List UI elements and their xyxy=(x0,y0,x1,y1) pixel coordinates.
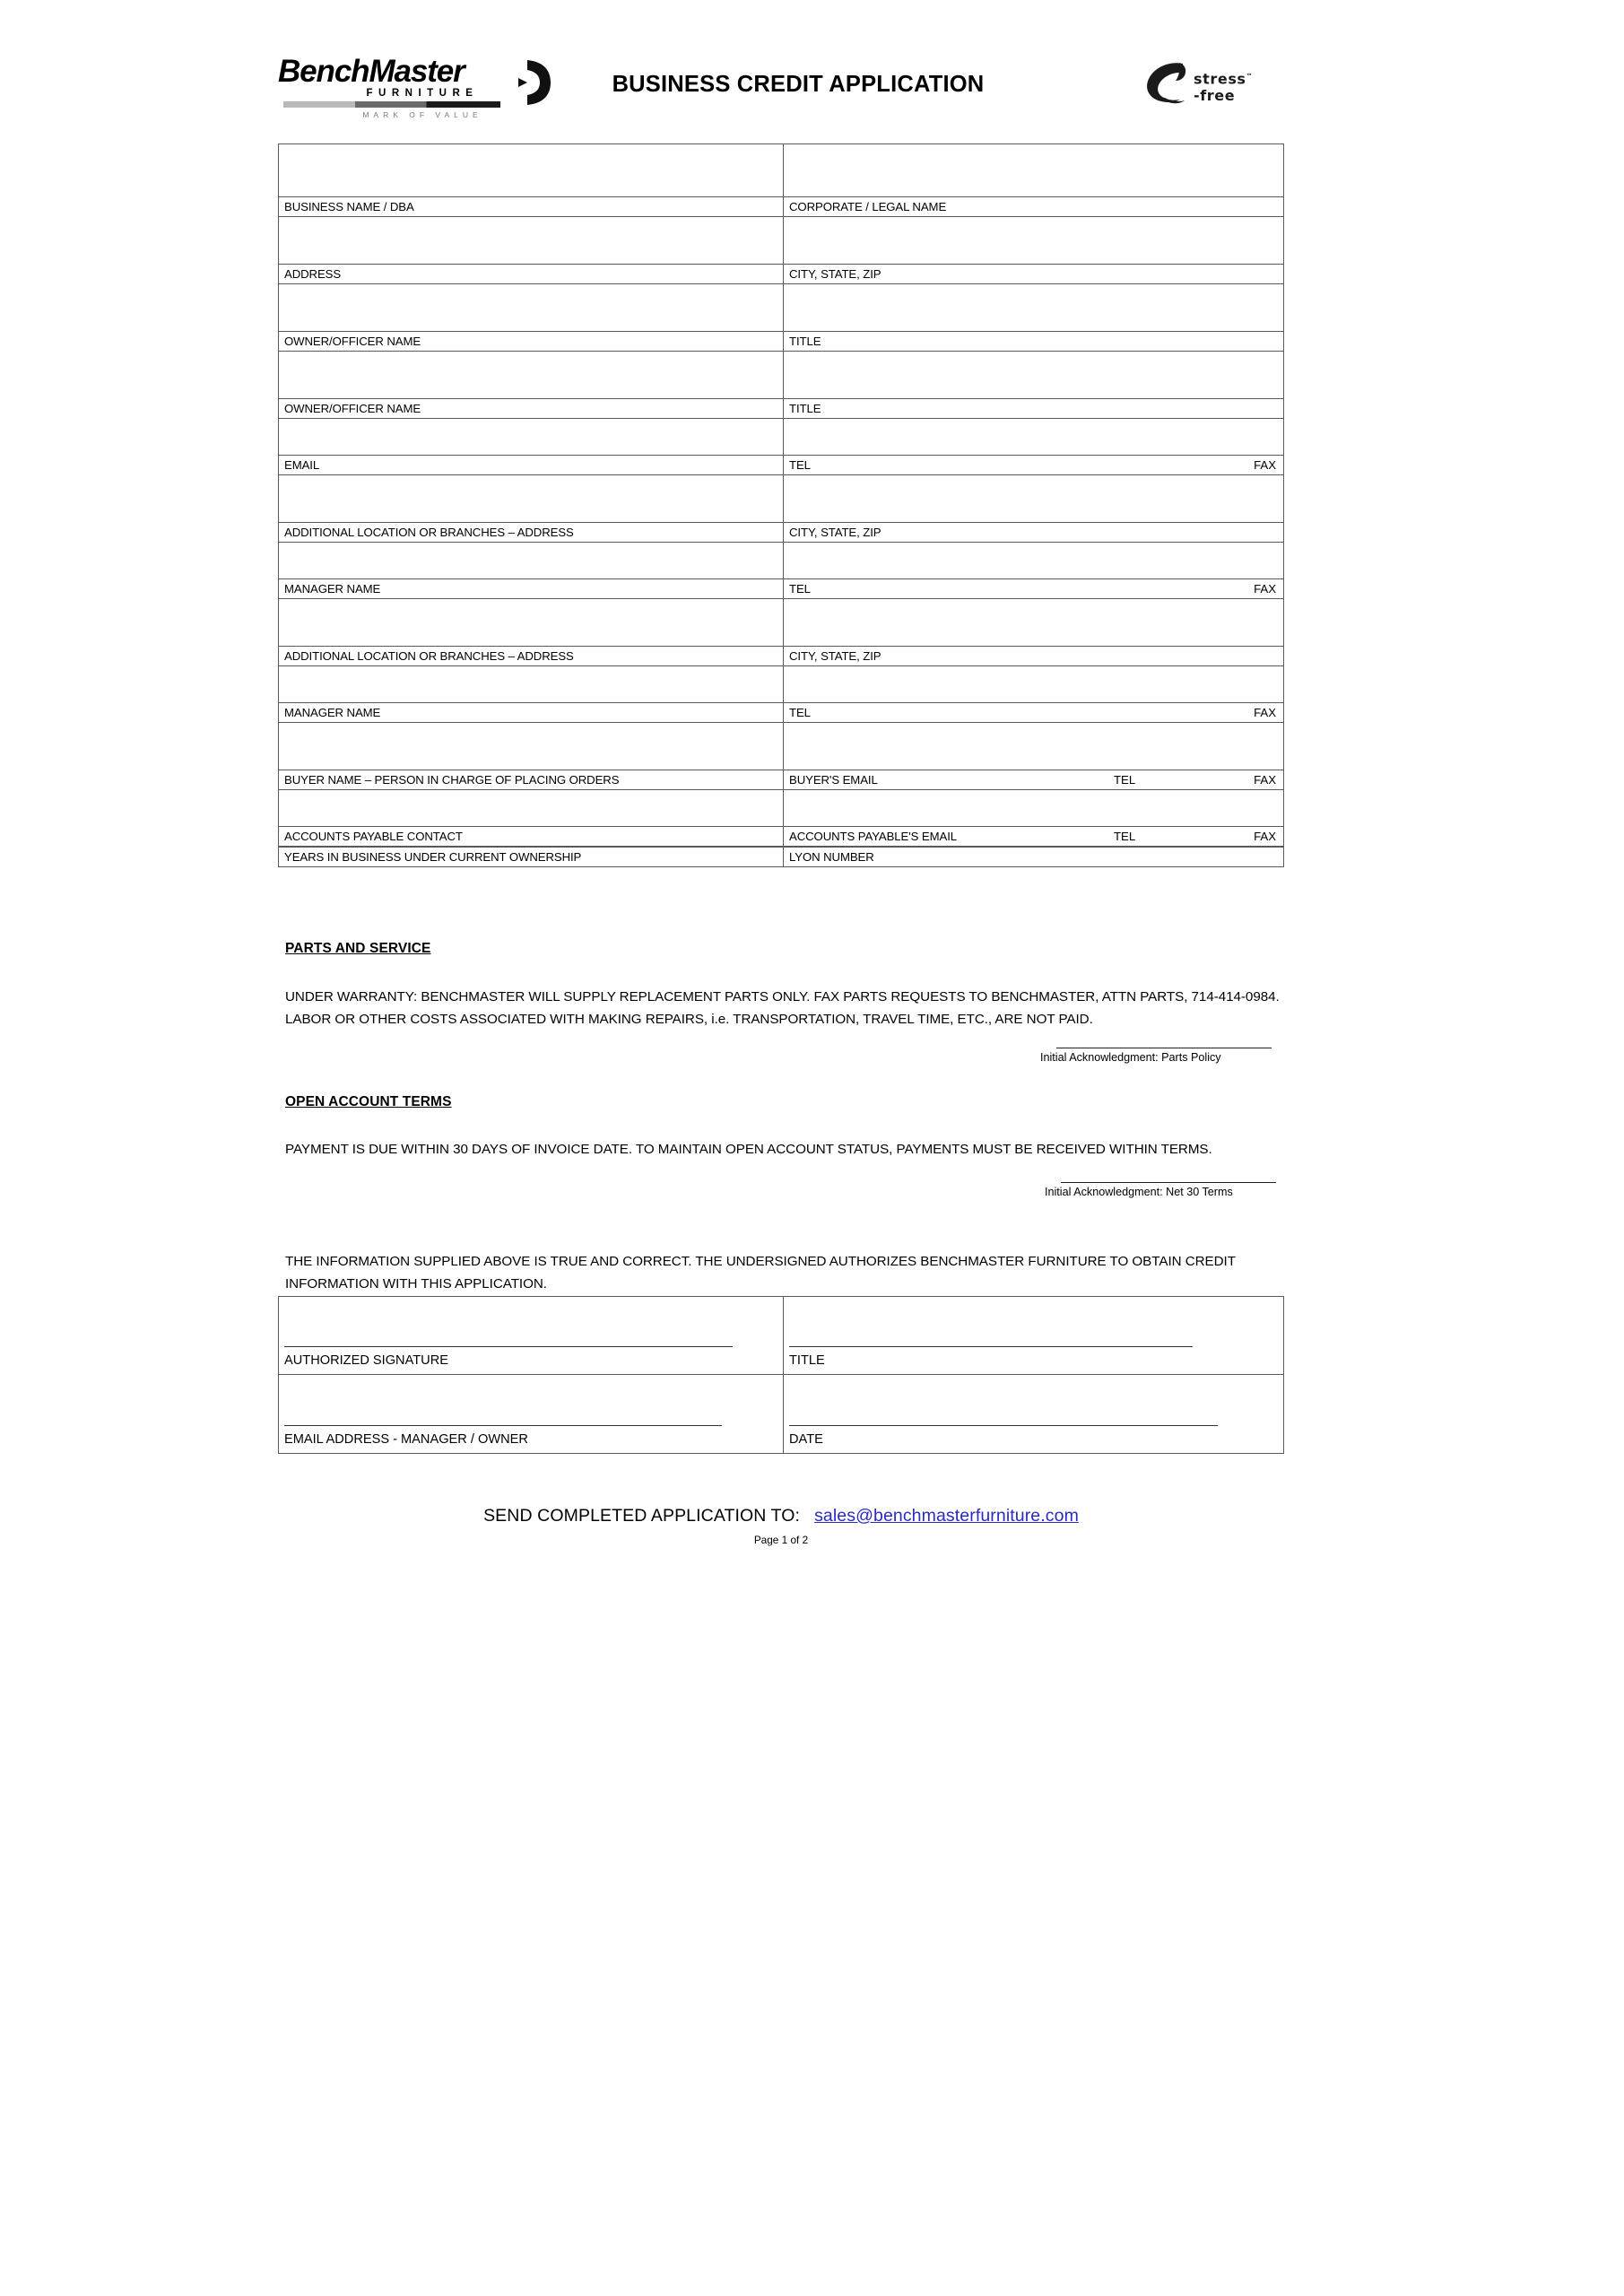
field-label: ACCOUNTS PAYABLE'S EMAIL xyxy=(789,830,957,843)
signature-table xyxy=(278,1296,1284,1454)
signature-rule[interactable] xyxy=(284,1346,733,1347)
applicant-information-table xyxy=(278,144,1284,867)
signature-row xyxy=(279,1297,1283,1375)
signature-rule[interactable] xyxy=(284,1425,722,1426)
label-cell-left xyxy=(279,265,784,283)
parts-policy-initial-field[interactable] xyxy=(1040,1048,1282,1065)
certification-statement xyxy=(285,1251,1298,1295)
fax-label: FAX xyxy=(1254,773,1276,787)
form-input-row xyxy=(279,599,1283,646)
input-tel[interactable] xyxy=(784,419,1283,455)
sales-email-link[interactable]: sales@benchmasterfurniture.com xyxy=(814,1506,1079,1526)
field-label: MANAGER NAME xyxy=(284,582,381,596)
parts-and-service-body xyxy=(285,987,1290,1031)
input-title[interactable] xyxy=(784,352,1283,398)
field-label: YEARS IN BUSINESS UNDER CURRENT OWNERSHIP xyxy=(284,850,582,864)
label-cell-right xyxy=(784,848,1283,866)
field-label: EMAIL xyxy=(284,458,320,472)
form-label-row xyxy=(279,826,1283,847)
fax-label: FAX xyxy=(1254,582,1276,596)
input-accounts-payable-s-email[interactable] xyxy=(784,790,1283,826)
field-label: CITY, STATE, ZIP xyxy=(789,526,881,539)
form-input-row xyxy=(279,543,1283,578)
signature-label: DATE xyxy=(789,1432,823,1447)
form-label-row xyxy=(279,702,1283,723)
signature-field-authorized-signature[interactable] xyxy=(279,1297,784,1374)
label-cell-left xyxy=(279,579,784,598)
label-cell-left xyxy=(279,703,784,722)
document-header xyxy=(278,56,1284,126)
form-input-row xyxy=(279,790,1283,826)
bracket-swoosh-icon xyxy=(518,59,551,106)
fax-label: FAX xyxy=(1254,458,1276,472)
open-account-terms-section xyxy=(285,1094,1290,1110)
logo-wordmark: BenchMaster xyxy=(278,54,465,89)
form-label-row xyxy=(279,847,1283,866)
tel-label: TEL xyxy=(1114,773,1136,787)
field-label: TEL xyxy=(789,706,811,719)
form-input-row xyxy=(279,475,1283,522)
page-number: Page 1 of 2 xyxy=(753,1534,809,1546)
parts-and-service-text: UNDER WARRANTY: BENCHMASTER WILL SUPPLY REPLACEMENT PARTS ONLY. FAX PARTS REQUESTS TO BENCHMASTER, ATTN PARTS, 714-414-0984. LABOR OR OTHER COSTS ASSOCIATED WITH MAKING REPAIRS, i.e. TRANSPORTATION, TRAVEL TIME, ETC., ARE NOT PAID. xyxy=(285,989,1280,1027)
label-cell-right xyxy=(784,647,1283,665)
field-label: ADDITIONAL LOCATION OR BRANCHES – ADDRESS xyxy=(284,526,574,539)
label-cell-right xyxy=(784,456,1283,474)
open-account-terms-text: PAYMENT IS DUE WITHIN 30 DAYS OF INVOICE DATE. TO MAINTAIN OPEN ACCOUNT STATUS, PAYMENTS MUST BE RECEIVED WITHIN TERMS. xyxy=(285,1142,1212,1157)
field-label: TEL xyxy=(789,458,811,472)
field-label: ADDITIONAL LOCATION OR BRANCHES – ADDRESS xyxy=(284,649,574,663)
input-tel[interactable] xyxy=(784,666,1283,702)
input-email[interactable] xyxy=(279,419,784,455)
logo-tagline: MARK OF VALUE xyxy=(362,110,482,119)
label-cell-right xyxy=(784,770,1283,789)
field-label: BUYER NAME – PERSON IN CHARGE OF PLACING ORDERS xyxy=(284,773,620,787)
field-label: TITLE xyxy=(789,402,821,415)
field-label: CORPORATE / LEGAL NAME xyxy=(789,200,947,213)
signature-label: AUTHORIZED SIGNATURE xyxy=(284,1353,448,1368)
open-account-terms-body xyxy=(285,1139,1290,1161)
label-cell-left xyxy=(279,332,784,351)
tel-label: TEL xyxy=(1114,830,1136,843)
logo-subtitle: FURNITURE xyxy=(366,88,479,99)
input-buyer-s-email[interactable] xyxy=(784,723,1283,770)
field-label: ADDRESS xyxy=(284,267,342,281)
label-cell-left xyxy=(279,399,784,418)
input-manager-name[interactable] xyxy=(279,666,784,702)
field-label: BUSINESS NAME / DBA xyxy=(284,200,414,213)
input-manager-name[interactable] xyxy=(279,543,784,578)
field-label: TITLE xyxy=(789,335,821,348)
net30-initial-label: Initial Acknowledgment: Net 30 Terms xyxy=(1045,1186,1233,1198)
field-label: LYON NUMBER xyxy=(789,850,874,864)
label-cell-right xyxy=(784,197,1283,216)
signature-field-email-address-manager-owner[interactable] xyxy=(279,1375,784,1453)
form-label-row xyxy=(279,770,1283,790)
input-city-state-zip[interactable] xyxy=(784,475,1283,522)
stress-free-line1: stress xyxy=(1194,70,1246,88)
signature-rule[interactable] xyxy=(789,1425,1218,1426)
label-cell-left xyxy=(279,827,784,846)
open-account-terms-heading: OPEN ACCOUNT TERMS xyxy=(285,1094,452,1109)
input-additional-location-or-branches-address[interactable] xyxy=(279,475,784,522)
field-label: BUYER'S EMAIL xyxy=(789,773,878,787)
form-input-row xyxy=(279,352,1283,398)
signature-field-title[interactable] xyxy=(784,1297,1283,1374)
input-owner-officer-name[interactable] xyxy=(279,284,784,331)
label-cell-left xyxy=(279,456,784,474)
send-instructions xyxy=(278,1506,1284,1526)
field-label: OWNER/OFFICER NAME xyxy=(284,402,421,415)
form-input-row xyxy=(279,144,1283,196)
input-title[interactable] xyxy=(784,284,1283,331)
signature-field-date[interactable] xyxy=(784,1375,1283,1453)
form-input-row xyxy=(279,217,1283,264)
input-tel[interactable] xyxy=(784,543,1283,578)
input-business-name-dba[interactable] xyxy=(279,144,784,196)
input-owner-officer-name[interactable] xyxy=(279,352,784,398)
field-label: TEL xyxy=(789,582,811,596)
certification-text: THE INFORMATION SUPPLIED ABOVE IS TRUE AND CORRECT. THE UNDERSIGNED AUTHORIZES BENCHMASTER FURNITURE TO OBTAIN CREDIT INFORMATION WITH THIS APPLICATION. xyxy=(285,1254,1236,1292)
label-cell-right xyxy=(784,579,1283,598)
label-cell-right xyxy=(784,265,1283,283)
signature-row xyxy=(279,1375,1283,1453)
form-label-row xyxy=(279,455,1283,475)
signature-rule[interactable] xyxy=(789,1346,1193,1347)
form-label-row xyxy=(279,646,1283,666)
input-accounts-payable-contact[interactable] xyxy=(279,790,784,826)
input-additional-location-or-branches-address[interactable] xyxy=(279,599,784,646)
input-city-state-zip[interactable] xyxy=(784,599,1283,646)
form-label-row xyxy=(279,522,1283,543)
input-corporate-legal-name[interactable] xyxy=(784,144,1283,196)
label-cell-right xyxy=(784,399,1283,418)
label-cell-left xyxy=(279,770,784,789)
field-label: ACCOUNTS PAYABLE CONTACT xyxy=(284,830,463,843)
stress-free-logo xyxy=(1143,59,1287,115)
label-cell-right xyxy=(784,332,1283,351)
label-cell-left xyxy=(279,523,784,542)
field-label: CITY, STATE, ZIP xyxy=(789,267,881,281)
input-city-state-zip[interactable] xyxy=(784,217,1283,264)
label-cell-left xyxy=(279,848,784,866)
fax-label: FAX xyxy=(1254,830,1276,843)
form-input-row xyxy=(279,666,1283,702)
send-to-label: SEND COMPLETED APPLICATION TO: xyxy=(483,1506,801,1526)
page-title: BUSINESS CREDIT APPLICATION xyxy=(612,72,985,97)
parts-and-service-heading: PARTS AND SERVICE xyxy=(285,941,431,956)
label-cell-right xyxy=(784,827,1283,846)
label-cell-right xyxy=(784,703,1283,722)
fax-label: FAX xyxy=(1254,706,1276,719)
parts-policy-initial-label: Initial Acknowledgment: Parts Policy xyxy=(1040,1051,1221,1064)
input-buyer-name-person-in-charge-of-placing-orders[interactable] xyxy=(279,723,784,770)
field-label: MANAGER NAME xyxy=(284,706,381,719)
form-input-row xyxy=(279,723,1283,770)
form-label-row xyxy=(279,331,1283,352)
trademark-icon: ™ xyxy=(1246,73,1254,80)
signature-label: TITLE xyxy=(789,1353,825,1368)
logo-gradient-bar xyxy=(283,101,500,108)
stress-free-line2: -free xyxy=(1194,87,1236,105)
label-cell-left xyxy=(279,197,784,216)
label-cell-right xyxy=(784,523,1283,542)
stress-free-wordmark xyxy=(1194,68,1253,104)
form-input-row xyxy=(279,419,1283,455)
field-label: OWNER/OFFICER NAME xyxy=(284,335,421,348)
benchmaster-logo xyxy=(278,56,529,126)
form-label-row xyxy=(279,398,1283,419)
input-address[interactable] xyxy=(279,217,784,264)
label-cell-left xyxy=(279,647,784,665)
form-label-row xyxy=(279,196,1283,217)
parts-and-service-section xyxy=(285,941,1290,957)
form-label-row xyxy=(279,578,1283,599)
signature-label: EMAIL ADDRESS - MANAGER / OWNER xyxy=(284,1432,528,1447)
form-input-row xyxy=(279,284,1283,331)
form-label-row xyxy=(279,264,1283,284)
net30-initial-field[interactable] xyxy=(1045,1182,1287,1199)
field-label: CITY, STATE, ZIP xyxy=(789,649,881,663)
